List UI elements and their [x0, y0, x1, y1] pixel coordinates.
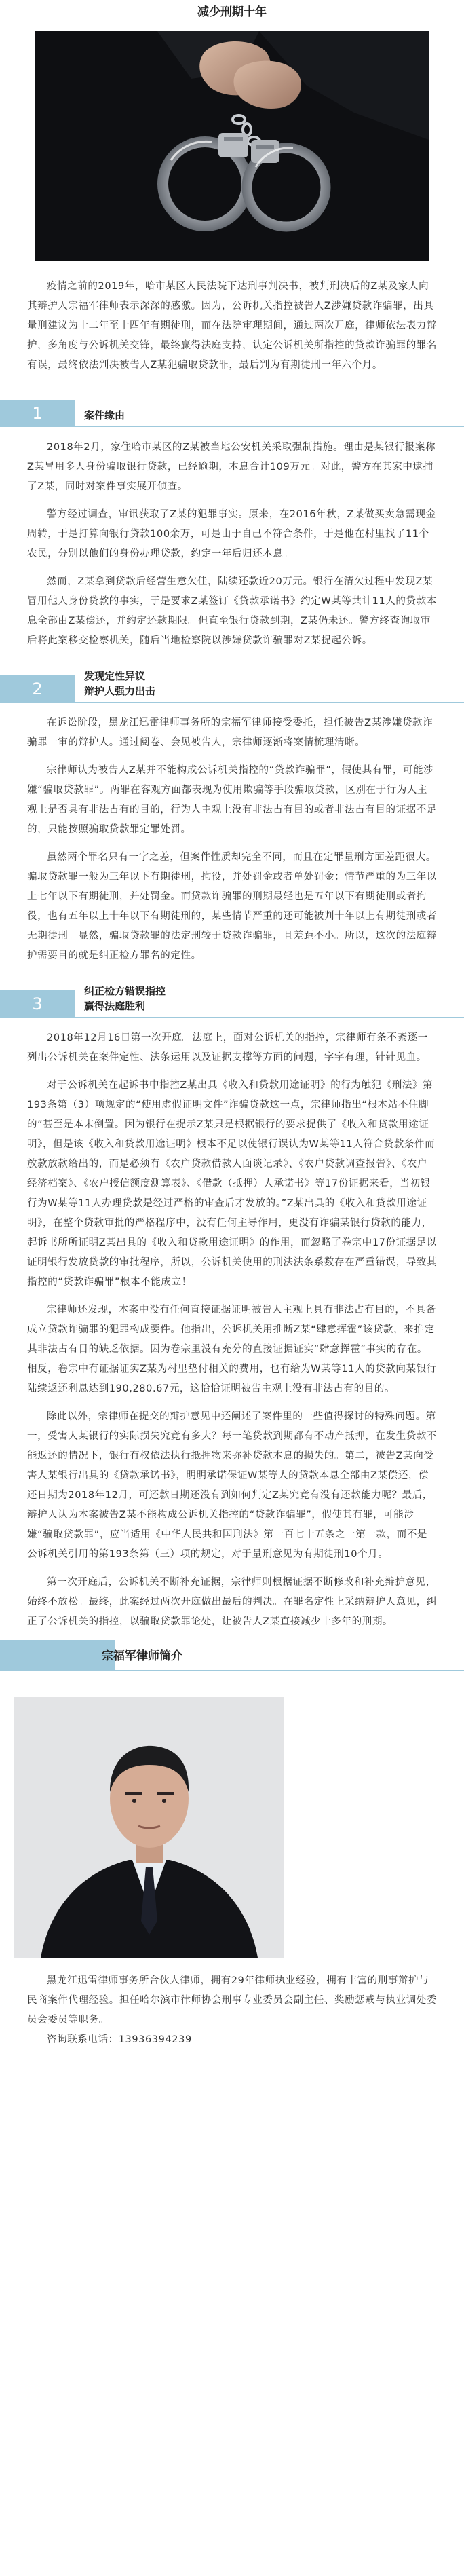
paragraph: 2018年12月16日第一次开庭。法庭上，面对公诉机关的指控，宗律师有条不紊逐一列出公诉机关在案件定性、法条运用以及证据支撑等方面的问题，字字有理，针针见血。 [27, 1032, 428, 1063]
profile-header [0, 1640, 464, 1674]
paragraph: 宗律师还发现，本案中没有任何直接证据证明被告人主观上具有非法占有目的，不具备成立贷款诈骗罪的犯罪构成要件。他指出，公诉机关用推断Z某“肆意挥霍”该贷款，来推定其非法占有目的缺乏依据。因为卷宗里没有充分的直接证据证实“肆意挥霍”事实的存在。相反，卷宗中有证据证实Z某为村里垫付相关的费用，也有给为W某等11人的贷款向某银行陆续返还利息达到190,280.67元，这恰恰证明被告主观上没有非法占有的目的。 [27, 1305, 437, 1394]
lead-paragraph: 疫情之前的2019年，哈市某区人民法院下达刑事判决书，被判刑决后的Z某及家人向其辩护人宗福军律师表示深深的感激。因为，公诉机关指控被告人Z涉嫌贷款诈骗罪，出具量刑建议为十二年至十四年有期徒刑，而在法院审理期间，通过两次开庭，律师依法表力辩护，多角度与公诉机关交锋，最终赢得法庭支持，认定公诉机关所指控的贷款诈骗罪的罪名有误，最终依法判决被告人Z某犯骗取贷款罪，最后判为有期徒刑一年六个月。 [27, 281, 437, 371]
handcuffs-hero-image [35, 31, 429, 261]
section-3-header [0, 979, 464, 1018]
section-divider [0, 1017, 464, 1018]
contact-phone: 咨询联系电话：13936394239 [47, 2034, 192, 2045]
section-1-body [27, 438, 437, 651]
section-title-line-1: 纠正检方错误指控 [84, 985, 166, 997]
profile-header-bar [0, 1640, 115, 1670]
paragraph: 第一次开庭后，公诉机关不断补充证据，宗律师则根据证据不断修改和补充辩护意见，始终不放松。最终，此案经过两次开庭做出最后的判决。在罪名定性上采纳辩护人意见，纠正了公诉机关的指控，以骗取贷款罪论处，让被告人Z某直接减少十多年的刑期。 [27, 1577, 437, 1627]
section-number: 1 [0, 400, 75, 427]
paragraph: 宗律师认为被告人Z某并不能构成公诉机关指控的“贷款诈骗罪”，假使其有罪，可能涉嫌“骗取贷款罪”。两罪在客观方面都表现为使用欺骗等手段骗取贷款，区别在于行为人主观上是否具有非法占有的目的，行为人主观上没有非法占有目的或者非法占有目的证据不足的，只能按照骗取贷款罪定罪处罚。 [27, 765, 437, 835]
paragraph: 除此以外，宗律师在提交的辩护意见中还阐述了案件里的一些值得探讨的特殊问题。第一，受害人某银行的实际损失究竟有多大？每一笔贷款到期都有不动产抵押，在发生贷款不能返还的情况下，银行有权依法执行抵押物来弥补贷款本息的损失的。第二，被告Z某向受害人某银行出具的《贷款承诺书》，明明承诺保证W某等人的贷款本息全部由Z某偿还，偿还日期为2018年12月，可还款日期还没有到如何判定Z某究竟有没有还款能力呢？最后，辩护人认为本案被告Z某不能构成公诉机关指控的“贷款诈骗罪”，假使其有罪，可能涉嫌“骗取贷款罪”，应当适用《中华人民共和国刑法》第一百七十五条之一第一款，而不是公诉机关引用的第193条第（三）项的规定，对于量刑意见为有期徒刑10个月。 [27, 1411, 437, 1560]
section-1-header [0, 389, 464, 427]
section-title-line-1: 案件缘由 [84, 409, 125, 422]
section-2-header [0, 665, 464, 703]
paragraph: 2018年2月，家住哈市某区的Z某被当地公安机关采取强制措施。理由是某银行报案称Z某冒用多人身份骗取银行贷款，已经逾期，本息合计109万元。对此，警方在其家中逮捕了Z某，同时对案件事实展开侦查。 [27, 442, 436, 492]
section-title-line-1: 发现定性异议 [84, 670, 146, 682]
section-title-line-2: 辩护人强力出击 [84, 685, 156, 697]
section-number: 2 [0, 675, 75, 703]
paragraph: 在诉讼阶段，黑龙江迅雷律师事务所的宗福军律师接受委托，担任被告Z某涉嫌贷款诈骗罪一审的辩护人。通过阅卷、会见被告人，宗律师逐渐将案情梳理清晰。 [27, 717, 433, 748]
section-title [84, 669, 155, 703]
paragraph: 然而，Z某拿到贷款后经营生意欠佳，陆续还款近20万元。银行在清欠过程中发现Z某冒用他人身份贷款的事实，于是要求Z某签订《贷款承诺书》约定W某等共计11人的贷款本息全部由Z某偿还，并约定还款期限。但直至银行贷款到期，Z某仍未还。警方终查询取审后将此案移交检察机关，随后当地检察院以涉嫌贷款诈骗罪对Z某提起公诉。 [27, 576, 437, 646]
section-title-line-2: 赢得法庭胜利 [84, 1000, 146, 1012]
lawyer-bio [27, 1971, 437, 2050]
profile-title: 宗福军律师简介 [102, 1649, 182, 1663]
paragraph: 警方经过调查，审讯获取了Z某的犯罪事实。原来，在2016年秋，Z某做买卖急需现金周转，于是打算向银行贷款100余万，可是由于自己不符合条件，于是他在村里找了11个农民，分别以他们的身份办理贷款，约定一年后归还本息。 [27, 509, 436, 559]
bio-text: 黑龙江迅雷律师事务所合伙人律师，拥有29年律师执业经验，拥有丰富的刑事辩护与民商案件代理经验。担任哈尔滨市律师协会刑事专业委员会副主任、奖励惩戒与执业调处委员会委员等职务。 [27, 1975, 437, 2026]
section-divider [0, 702, 464, 703]
paragraph: 虽然两个罪名只有一字之差，但案件性质却完全不同，而且在定罪量刑方面差距很大。骗取贷款罪一般为三年以下有期徒刑，拘役，并处罚金或者单处罚金；情节严重的为三年以上七年以下有期徒刑，并处罚金。而贷款诈骗罪的刑期最轻也是五年以下有期徒刑或者拘役，也有五年以上十年以下有期徒刑的，某些情节严重的还可能被判十年以上有期徒刑或者无期徒刑。显然，骗取贷款罪的法定刑较于贷款诈骗罪，且差距不小。所以，这次的法庭辩护需要目的就是纠正检方罪名的定性。 [27, 852, 437, 961]
section-number: 3 [0, 990, 75, 1018]
profile-divider [0, 1670, 464, 1671]
paragraph: 对于公诉机关在起诉书中指控Z某出具《收入和贷款用途证明》的行为触犯《刑法》第193条第（3）项规定的“使用虚假证明文件”诈骗贷款这一点，宗律师指出“根本站不住脚的”甚至是本末倒置。因为银行在提示Z某只是根据银行的要求提供了《收入和贷款用途证明》，但是该《收入和贷款用途证明》根本不足以使银行误认为W某等11人符合贷款条件而放款放款给出的，而是必须有《农户贷款借款人面谈记录》、《农户贷款调查报告》、《农户经济档案》、《农户授信额度测算表》、《借款（抵押）人承诺书》等17份证据来看，当初银行为W某等11人办理贷款是经过严格的审查后才发放的。”Z某出具的《收入和贷款用途证明》，在整个贷款审批的严格程序中，没有任何主导作用，更没有诈骗某银行贷款的能力，起诉书所所证明Z某出具的《收入和贷款用途证明》的作用，而忽略了卷宗中17份证据足以证明银行发放贷款的审批程序，所以，公诉机关使用的刑法法条系数存在严重错误，导致其指控的“贷款诈骗罪”根本不能成立！ [27, 1080, 437, 1288]
section-title [84, 984, 166, 1018]
section-3-body [27, 1028, 437, 1632]
article-title: 减少刑期十年 [197, 5, 267, 19]
section-2-body [27, 713, 437, 966]
lawyer-portrait [14, 1697, 284, 1958]
section-title [84, 408, 125, 427]
section-divider [0, 426, 464, 427]
